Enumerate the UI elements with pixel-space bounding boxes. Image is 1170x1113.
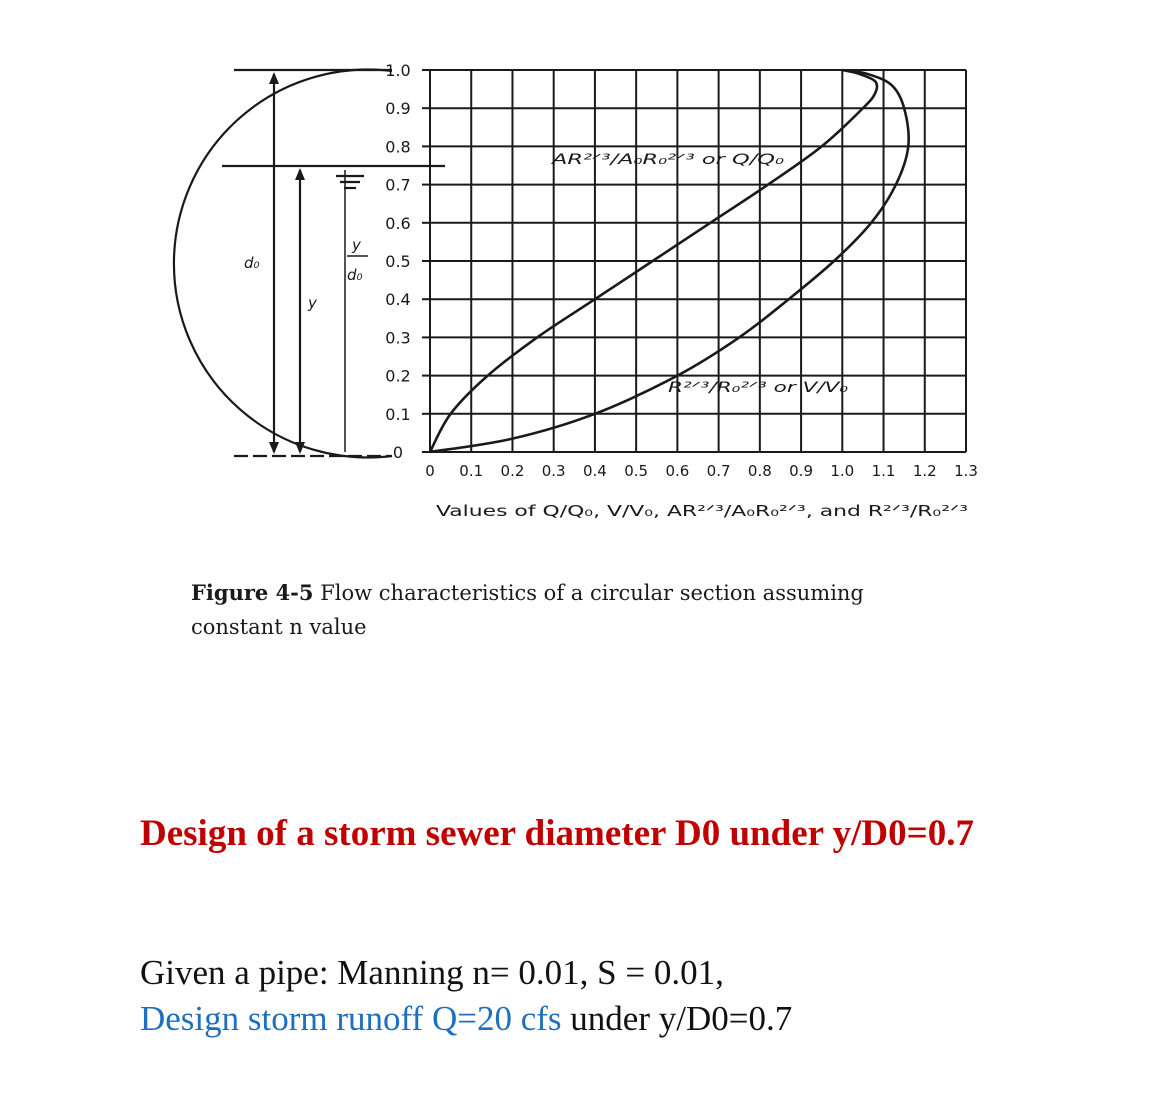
y-tick-label: 0.5 bbox=[385, 252, 411, 271]
y-symbol-denominator: d₀ bbox=[347, 266, 363, 284]
x-tick-label: 0.6 bbox=[665, 462, 690, 480]
x-tick-label: 0.5 bbox=[624, 462, 649, 480]
y-tick-label: 0 bbox=[392, 443, 404, 462]
y-symbol-numerator: y bbox=[352, 236, 361, 254]
sketch-depth-label: y bbox=[308, 294, 317, 312]
x-tick-label: 0.4 bbox=[582, 462, 607, 480]
series-label-velocity: R²ᐟ³/R₀²ᐟ³ or V/V₀ bbox=[668, 380, 849, 396]
given-line-2 bbox=[140, 996, 1100, 1042]
x-tick-label: 0.9 bbox=[789, 462, 814, 480]
figure-caption bbox=[191, 576, 951, 644]
x-tick-label: 1.1 bbox=[871, 462, 896, 480]
sketch-diameter-label: d₀ bbox=[244, 254, 260, 272]
depth-arrow-bottom bbox=[295, 442, 305, 454]
diameter-arrow-top bbox=[269, 72, 279, 84]
design-runoff-text: Design storm runoff Q=20 cfs bbox=[140, 999, 562, 1038]
y-tick-label: 0.9 bbox=[385, 99, 411, 119]
x-tick-label: 1.3 bbox=[954, 462, 978, 480]
given-line-1: Given a pipe: Manning n= 0.01, S = 0.01, bbox=[140, 953, 724, 992]
y-tick-label: 0.7 bbox=[385, 175, 411, 195]
x-tick-label: 0.1 bbox=[459, 462, 484, 480]
x-tick-label: 0 bbox=[425, 462, 435, 480]
y-tick-label: 1.0 bbox=[385, 61, 411, 80]
x-tick-label: 1.2 bbox=[912, 462, 937, 480]
figure-label: Figure 4-5 bbox=[191, 580, 314, 605]
y-tick-label: 0.8 bbox=[385, 137, 411, 157]
y-tick-label: 0.2 bbox=[385, 366, 411, 386]
x-tick-label: 0.7 bbox=[706, 462, 731, 480]
x-tick-label: 0.3 bbox=[541, 462, 566, 480]
x-axis-title: Values of Q/Q₀, V/V₀, AR²ᐟ³/A₀R₀²ᐟ³, and R²ᐟ³/R₀²ᐟ³ bbox=[436, 502, 968, 520]
y-tick-label: 0.1 bbox=[385, 404, 411, 424]
design-heading: Design of a storm sewer diameter D0 under y/D0=0.7 bbox=[140, 813, 974, 854]
pipe-circle-arc bbox=[174, 69, 392, 457]
diameter-arrow-bottom bbox=[269, 442, 279, 454]
figure-caption-text: Flow characteristics of a circular section assuming constant n value bbox=[191, 581, 864, 639]
series-label-discharge: AR²ᐟ³/A₀R₀²ᐟ³ or Q/Q₀ bbox=[550, 152, 785, 168]
given-line-2-rest: under y/D0=0.7 bbox=[561, 999, 793, 1038]
y-tick-label: 0.4 bbox=[385, 290, 411, 310]
x-tick-label: 0.2 bbox=[500, 462, 525, 480]
x-tick-label: 1.0 bbox=[830, 462, 855, 480]
depth-arrow-top bbox=[295, 168, 305, 180]
x-tick-label: 0.8 bbox=[747, 462, 772, 480]
y-tick-label: 0.3 bbox=[385, 328, 411, 348]
given-conditions bbox=[140, 950, 1100, 1042]
chart-ticks bbox=[385, 61, 978, 480]
y-tick-label: 0.6 bbox=[385, 213, 411, 233]
